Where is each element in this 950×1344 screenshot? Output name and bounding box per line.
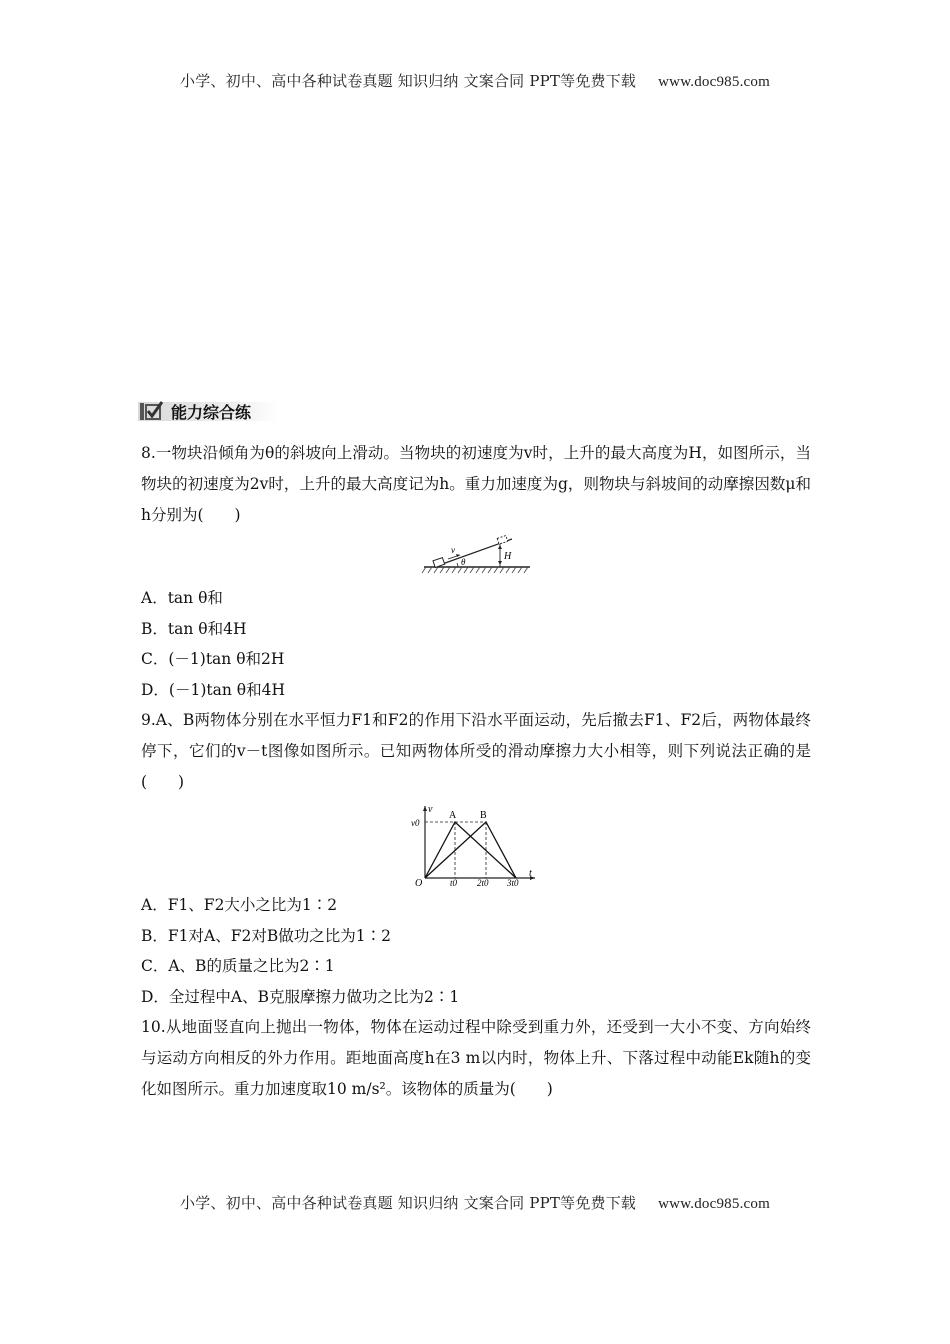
q9-label-v0: v0 [411, 818, 420, 828]
header-text: 小学、初中、高中各种试卷真题 知识归纳 文案合同 PPT等免费下载 [180, 72, 637, 90]
q8-option-d: D．(－1)tan θ和4H [141, 680, 285, 699]
question-8 [141, 438, 811, 1105]
q9-option-a: A．F1、F2大小之比为1∶2 [141, 896, 338, 914]
q9-option-d: D．全过程中A、B克服摩擦力做功之比为2∶1 [141, 987, 460, 1006]
q9-label-A: A [449, 810, 457, 821]
q9-tick-3t0: 3t0 [507, 878, 519, 886]
q9-option-b: B．F1对A、F2对B做功之比为1∶2 [141, 926, 391, 945]
q8-label-H: H [504, 551, 512, 562]
q9-tick-2t0: 2t0 [477, 878, 489, 886]
q8-stem: 8.一物块沿倾角为θ的斜坡向上滑动。当物块的初速度为v时，上升的最大高度为H，如图所示，当物块的初速度为2v时，上升的最大高度记为h。重力加速度为g，则物块与斜坡间的动摩擦因数μ和h分别为( ) [141, 444, 811, 524]
q9-axis-v: v [428, 804, 433, 815]
q8-option-b: B．tan θ和4H [141, 619, 247, 638]
q8-slope-figure [420, 535, 532, 579]
q8-option-a: A．tan θ和 [141, 589, 223, 607]
footer-site: www.doc985.com [658, 1196, 770, 1212]
q9-origin: O [415, 878, 423, 886]
section-title: 能力综合练 [171, 403, 252, 422]
q8-label-v: v [451, 545, 455, 555]
q9-vt-figure [411, 802, 541, 886]
q9-tick-t0: t0 [450, 878, 458, 886]
header-site: www.doc985.com [658, 74, 770, 90]
q9-axis-t: t [529, 868, 532, 879]
q9-label-B: B [480, 810, 487, 821]
section-heading [138, 399, 278, 423]
q10-stem: 10.从地面竖直向上抛出一物体，物体在运动过程中除受到重力外，还受到一大小不变、方向始终与运动方向相反的外力作用。距地面高度h在3 m以内时，物体上升、下落过程中动能Ek随h的变化如图所示。重力加速度取10 m/s²。该物体的质量为( ) [141, 1018, 811, 1098]
footer-text: 小学、初中、高中各种试卷真题 知识归纳 文案合同 PPT等免费下载 [180, 1194, 637, 1212]
q9-stem: 9.A、B两物体分别在水平恒力F1和F2的作用下沿水平面运动，先后撤去F1、F2后，两物体最终停下，它们的v－t图像如图所示。已知两物体所受的滑动摩擦力大小相等，则下列说法正确的是( ) [141, 711, 811, 791]
page-header [0, 70, 950, 91]
checkmark-icon [138, 399, 164, 423]
q8-option-c: C．(－1)tan θ和2H [141, 650, 285, 668]
page-footer [0, 1192, 950, 1213]
q9-option-c: C．A、B的质量之比为2∶1 [141, 957, 335, 975]
q8-label-theta: θ [461, 557, 466, 567]
